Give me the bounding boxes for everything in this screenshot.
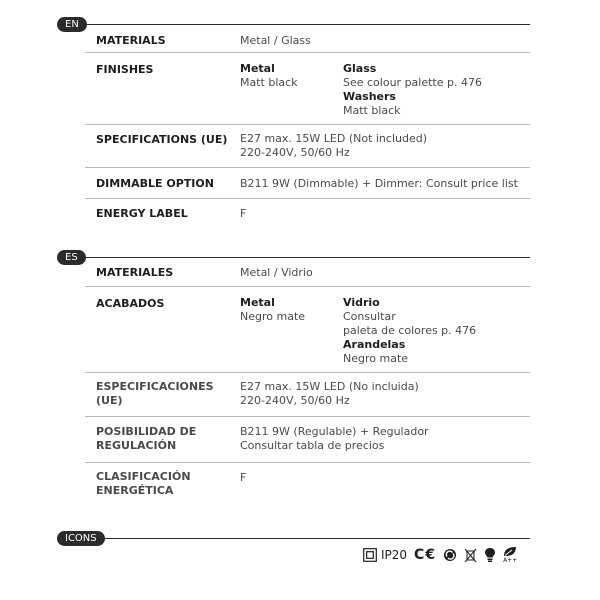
finishes-label: FINISHES [96,63,154,76]
finish-metal-title: Metal [240,62,275,75]
row-divider [85,416,530,417]
spec-line: 220-240V, 50/60 Hz [240,394,350,407]
row-divider [85,372,530,373]
especificaciones-label-line: ESPECIFICACIONES [96,380,214,393]
spec-line: E27 max. 15W LED (Not included) [240,132,428,145]
led-bulb-icon [484,547,496,563]
regulacion-value [240,425,429,453]
clasificacion-value: F [240,471,247,484]
finish-washers-value: Matt black [343,104,401,117]
clasificacion-label-line: CLASIFICACIÓN [96,470,191,483]
finish-glass [343,62,482,118]
acabado-vidrio [343,296,476,366]
especificaciones-label [96,380,214,408]
clasificacion-label [96,470,191,498]
section-tag-en: EN [57,17,87,32]
clasificacion-label-line: ENERGÉTICA [96,484,174,497]
finish-glass-title: Glass [343,62,377,75]
section-rule-en [80,24,530,25]
acabado-metal-title: Metal [240,296,275,309]
row-divider [85,286,530,287]
acabado-vidrio-line: paleta de colores p. 476 [343,324,477,337]
ip20-label: IP20 [381,548,408,562]
especificaciones-value [240,380,419,408]
especificaciones-label-line: (UE) [96,394,123,407]
energy-class-icon [503,546,517,565]
materiales-value: Metal / Vidrio [240,266,313,279]
acabado-arandelas-value: Negro mate [343,352,409,365]
regulacion-line: Consultar tabla de precios [240,439,385,452]
certification-icons [363,546,517,564]
acabado-metal [240,296,305,324]
recycling-icon [443,548,457,562]
row-divider [85,124,530,125]
double-insulation-icon [363,548,377,562]
materiales-label: MATERIALES [96,266,174,279]
acabado-vidrio-line: Consultar [343,310,396,323]
row-divider [85,198,530,199]
specifications-value [240,132,427,160]
energy-class-label: A++ [503,556,518,564]
materials-value: Metal / Glass [240,34,311,47]
regulacion-line: B211 9W (Regulable) + Regulador [240,425,429,438]
row-divider [85,52,530,53]
spec-line: 220-240V, 50/60 Hz [240,146,350,159]
dimmable-label: DIMMABLE OPTION [96,177,214,190]
acabado-metal-value: Negro mate [240,310,306,323]
row-divider [85,167,530,168]
acabado-vidrio-title: Vidrio [343,296,380,309]
section-tag-icons: ICONS [57,531,105,546]
finish-glass-value: See colour palette p. 476 [343,76,482,89]
finish-metal [240,62,298,90]
acabado-arandelas-title: Arandelas [343,338,406,351]
leaf-icon [503,546,517,557]
section-rule-icons [105,538,530,539]
row-divider [85,462,530,463]
section-tag-es: ES [57,250,86,265]
acabados-label: ACABADOS [96,297,165,310]
materials-label: MATERIALS [96,34,166,47]
regulacion-label [96,425,196,453]
energy-label: ENERGY LABEL [96,207,188,220]
weee-bin-icon [464,548,477,563]
dimmable-value: B211 9W (Dimmable) + Dimmer: Consult price list [240,177,518,190]
section-rule-es [80,257,530,258]
spec-line: E27 max. 15W LED (No incluida) [240,380,419,393]
regulacion-label-line: POSIBILIDAD DE [96,425,197,438]
finish-metal-value: Matt black [240,76,298,89]
ce-mark-icon: C€ [414,547,437,563]
finish-washers-title: Washers [343,90,396,103]
energy-value: F [240,207,247,220]
specifications-label: SPECIFICATIONS (UE) [96,133,228,146]
regulacion-label-line: REGULACIÓN [96,439,177,452]
